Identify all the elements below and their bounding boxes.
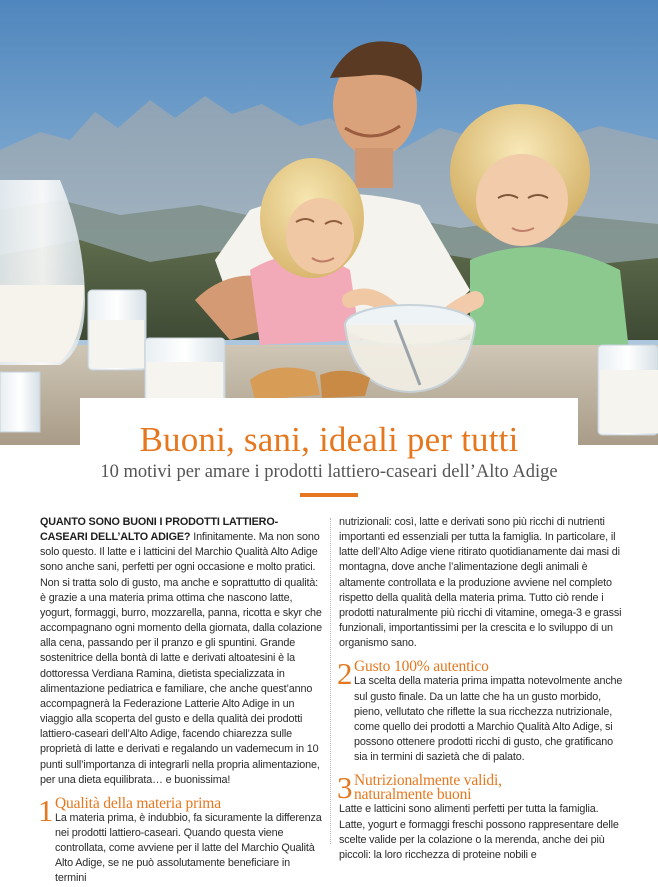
title-card	[80, 398, 578, 503]
intro-paragraph	[40, 515, 322, 788]
section-3-number: 3	[337, 770, 353, 806]
section-1-continuation: nutrizionali: così, latte e derivati sono più ricchi di nutrienti importanti ed essenziali per tutta la famiglia. In particolare, il latte dell’Alto Adige viene ritirato quotidianamente dai masi di montagna, dove anche l’alimentazione degli animali è altamente controllata e la produzione avviene nel completo rispetto della qualità della materia prima. Tutto ciò rende i prodotti naturalmente più ricchi di vitamine, omega-3 e grassi funzionali, importantissimi per la crescita e lo sviluppo di un organismo sano.	[339, 516, 622, 650]
section-1-number: 1	[38, 792, 54, 828]
section-1	[38, 792, 322, 887]
section-3-title-line2: naturalmente buoni	[354, 786, 472, 804]
section-3	[337, 770, 625, 863]
section-2	[337, 656, 625, 765]
right-column	[339, 515, 625, 863]
section-1-body: La materia prima, è indubbio, fa sicuramente la differenza nei prodotti lattiero-caseari. Quando questa viene controllata, come avviene per il latte del Marchio Qualità Alto Adige, se ne può assolutamente beneficiare in termini	[55, 811, 322, 885]
section-2-heading	[337, 656, 625, 692]
section-3-title-line1: Nutrizionalmente validi,	[354, 772, 502, 790]
page-subtitle: 10 motivi per amare i prodotti lattiero-caseari dell’Alto Adige	[100, 462, 558, 482]
page-title: Buoni, sani, ideali per tutti	[139, 420, 519, 459]
section-3-heading	[337, 770, 625, 806]
left-column	[40, 515, 322, 887]
intro-lead: QUANTO SONO BUONI I PRODOTTI LATTIERO-CASEARI DELL’ALTO ADIGE?	[40, 516, 279, 544]
title-divider	[300, 493, 358, 497]
section-3-body: Latte e latticini sono alimenti perfetti per tutta la famiglia. Latte, yogurt e formaggi freschi possono rappresentare delle scelte valide per la colazione o la merenda, anche dei più piccoli: la loro ricchezza di proteine nobili e	[339, 803, 619, 861]
intro-text: Infinitamente. Ma non sono solo questo. Il latte e i latticini del Marchio Qualità Alto Adige sono anche sani, perfetti per ogni occasione e molto pratici. Non si tratta solo di gusto, ma anche e soprattutto di qualità: è grazie a una materia prima ottima che nascono latte, yogurt, formaggi, burro, mozzarella, panna, ricotta e skyr che accompagnano ogni momento della giornata, dalla colazione alla cena, passando per il pranzo e gli spuntini. Grande sostenitrice della bontà di latte e derivati altoatesini è la dottoressa Verdiana Ramina, dietista specializzata in alimentazione pediatrica e familiare, che anche quest’anno accompagnerà la Federazione Latterie Alto Adige in un viaggio alla scoperta del gusto e della qualità dei prodotti lattiero-caseari dell’Alto Adige, facendo chiarezza sulle proprietà di latte e derivati e regalando un vademecum in 10 punti sull’importanza di integrarli nella propria alimentazione, per una dieta equilibrata… e buonissima!	[40, 531, 322, 786]
section-1-heading	[38, 792, 322, 828]
section-2-body: La scelta della materia prima impatta notevolmente anche sul gusto finale. Da un latte che ha un gusto morbido, pieno, vellutato che riflette la sua ricchezza nutrizionale, come quello dei prodotti a Marchio Qualità Alto Adige, si possono ottenere prodotti ricchi di gusto, che gratificano sia in termini di sazietà che di palato.	[354, 675, 623, 764]
section-2-number: 2	[337, 656, 353, 692]
column-divider	[330, 518, 331, 844]
section-1-title: Qualità della materia prima	[55, 794, 221, 812]
bread	[250, 368, 370, 401]
section-2-title: Gusto 100% autentico	[354, 658, 489, 676]
